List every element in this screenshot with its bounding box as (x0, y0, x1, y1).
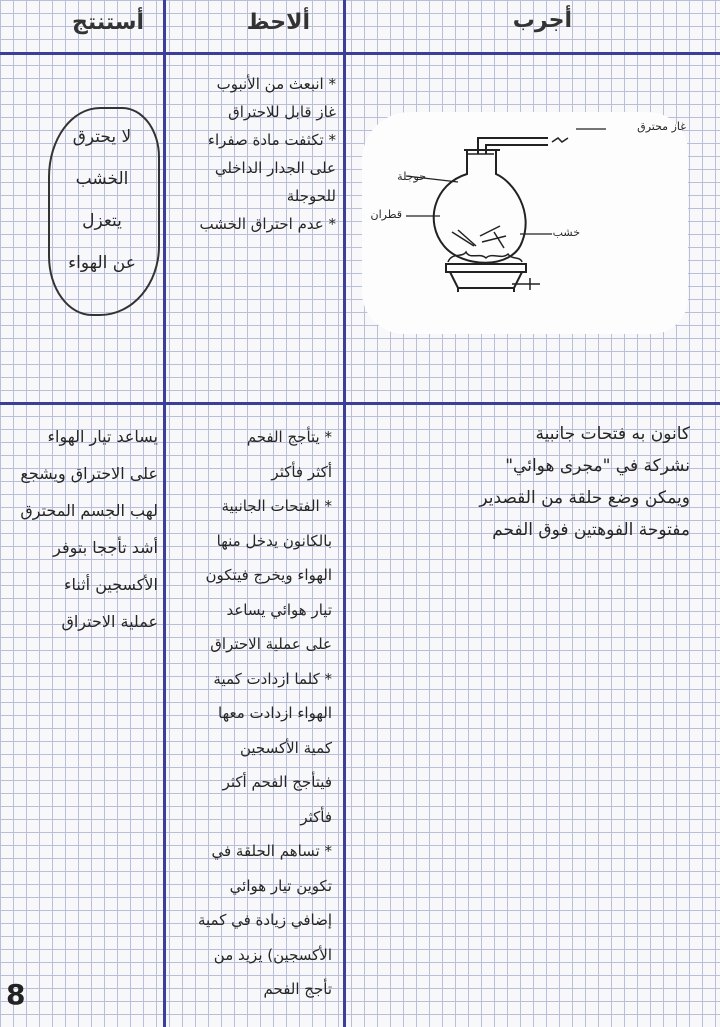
label-burning-gas: غاز محترق (637, 120, 686, 133)
observation-line: * كلما ازدادت كمية (213, 669, 332, 688)
observation-line: أكثر فأكثر (271, 462, 332, 481)
observation-line: كمية الأكسجين (239, 738, 332, 757)
section-divider (0, 402, 720, 405)
observation-list-1 (200, 70, 337, 238)
description-line: ويمكن وضع حلقة من القصدير (479, 488, 690, 508)
header-experiment: أجرب (512, 8, 572, 33)
observation-line: على عملية الاحتراق (210, 635, 332, 653)
observation-line: بالكانون يدخل منها (216, 531, 332, 550)
observation-line: تيار هوائي يساعد (226, 600, 332, 619)
conclusion-line: لا يحترق (72, 127, 132, 147)
observation-list-2 (198, 420, 332, 1007)
description-line: مفتوحة الفوهتين فوق الفحم (492, 520, 690, 540)
observation-line: للحوجلة (286, 187, 336, 205)
observation-line: * عدم احتراق الخشب (199, 215, 336, 233)
conclusion-line: الأكسجين أثناء (63, 575, 158, 594)
observation-line: تأجج الفحم (263, 980, 332, 998)
conclusion-line: لهب الجسم المحترق (20, 501, 158, 520)
observation-line: فيتأجج الفحم أكثر (222, 773, 332, 791)
page-number: 8 (6, 978, 26, 1011)
observation-line: غاز قابل للاحتراق (228, 103, 336, 121)
conclusion-line: يتعزل (82, 211, 122, 231)
column-rule-left (163, 0, 166, 1027)
header-rule (0, 52, 720, 55)
observation-line: فأكثر (300, 807, 332, 826)
experiment-diagram (362, 112, 688, 334)
header-conclusion: أستنتج (72, 10, 144, 35)
header-observation: ألاحظ (246, 10, 310, 35)
description-line: كانون به فتحات جانبية (535, 424, 690, 444)
observation-line: * يتأجج الفحم (246, 428, 332, 446)
experiment-description (479, 418, 690, 546)
observation-line: * تكثفت مادة صفراء (207, 131, 336, 149)
description-line: نشركة في "مجرى هوائي" (505, 456, 690, 476)
label-tar: قطران (370, 208, 402, 221)
column-rule-right (343, 0, 346, 1027)
flask-apparatus-drawing (362, 112, 688, 334)
observation-line: إضافي زيادة في كمية (197, 911, 332, 929)
conclusion-list-1 (48, 116, 156, 284)
observation-line: الهواء ويخرج فيتكون (205, 566, 332, 584)
conclusion-line: عملية الاحتراق (61, 612, 158, 631)
observation-line: الهواء ازدادت معها (218, 704, 332, 722)
conclusion-line: أشد تأججا بتوفر (53, 538, 158, 557)
observation-line: * انبعث من الأنبوب (216, 75, 336, 93)
observation-line: تكوين تيار هوائي (229, 876, 332, 895)
observation-line: * تساهم الحلقة في (211, 842, 332, 860)
conclusion-line: يساعد تيار الهواء (47, 427, 158, 446)
conclusion-line: الخشب (75, 169, 129, 189)
observation-line: * الفتحات الجانبية (221, 497, 332, 515)
label-wood: خشب (552, 226, 580, 239)
conclusion-list-2 (20, 418, 158, 640)
conclusion-line: عن الهواء (68, 253, 136, 273)
label-flask: حوجلة (397, 170, 426, 183)
conclusion-line: على الاحتراق ويشجع (20, 464, 158, 483)
observation-line: الأكسجين) يزيد من (213, 945, 332, 964)
observation-line: على الجدار الداخلي (214, 159, 336, 177)
conclusion-clip (0, 418, 160, 658)
